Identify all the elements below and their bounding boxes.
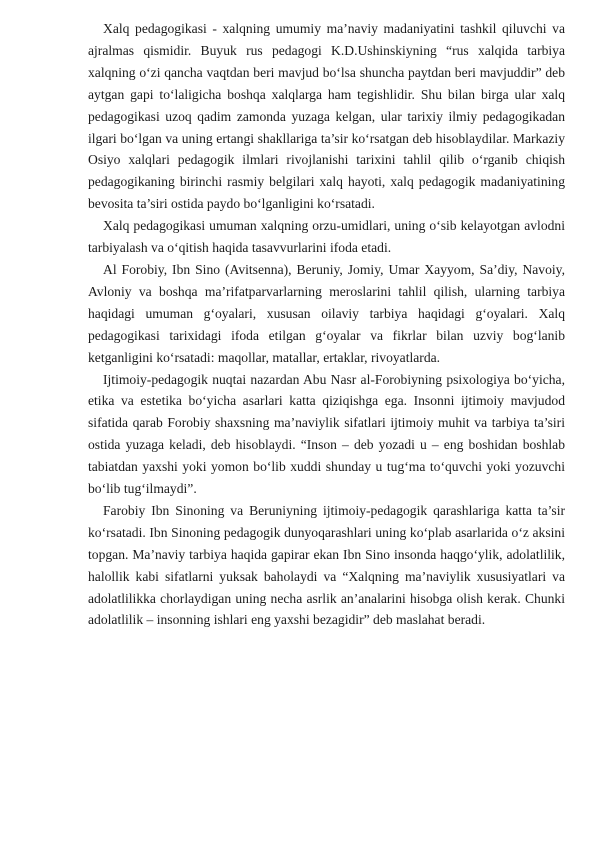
paragraph-3: Al Forobiy, Ibn Sino (Avitsenna), Beruniy, Jomiy, Umar Xayyom, Sa’diy, Navoiy, Avloniy va boshqa ma’rifatparvarlarning meroslarini tahlil qilish, ularning tarbiya haqidagi umuman g‘oyalari, xususan oilaviy tarbiya haqidagi g‘oyalari. Xalq pedagogikasi tarixidagi ifoda etilgan g‘oyalar va fikrlar bilan uzviy bog‘lanib ketganligini ko‘rsatadi: maqollar, matallar, ertaklar, rivoyatlarda.	[88, 261, 565, 365]
paragraph-5: Farobiy Ibn Sinoning va Beruniyning ijtimoiy-pedagogik qarashlariga katta ta’sir ko‘rsatadi. Ibn Sinoning pedagogik dunyoqarashlari uning ko‘plab asarlarida o‘z aksini topgan. Ma’naviy tarbiya haqida gapirar ekan Ibn Sino insonda haqgo‘ylik, adolatlilik, halollik kabi sifatlarni yuksak baholaydi va “Xalqning ma’naviylik xususiyatlari va adolatlilikka chorlaydigan uning necha asrlik an’analarini hisobga olish kerak. Chunki adolatlilik – insonning ishlari eng yaxshi bezagidir” deb maslahat beradi.	[88, 502, 565, 628]
document-body	[88, 18, 565, 631]
paragraph-4: Ijtimoiy-pedagogik nuqtai nazardan Abu Nasr al-Forobiyning psixologiya bo‘yicha, etika va estetika bo‘yicha asarlari katta qiziqishga ega. Insonni ijtimoiy mavjudod sifatida qarab Forobiy shaxsning ma’naviylik sifatlari ijtimoiy muhit va tarbiya ta’siri ostida yuzaga keladi, deb hisoblaydi. “Inson – deb yozadi u – eng boshidan boshlab tabiatdan yaxshi yoki yomon bo‘lib xuddi shunday u tug‘ma to‘quvchi yoki yozuvchi bo‘lib tug‘ilmaydi”.	[88, 371, 565, 497]
paragraph-1: Xalq pedagogikasi - xalqning umumiy ma’naviy madaniyatini tashkil qiluvchi va ajralmas qismidir. Buyuk rus pedagogi K.D.Ushinskiyning “rus xalqida tarbiya xalqning o‘zi qancha vaqtdan beri mavjud bo‘lsa shuncha paytdan beri mavjuddir” deb aytgan gapi to‘laligicha boshqa xalqlarga ham tegishlidir. Shu bilan birga ular xalq pedagogikasi uzoq qadim zamonda yuzaga kelgan, ular tarixiy ilmiy pedagogikadan ilgari bo‘lgan va uning ertangi shakllariga ta’sir ko‘rsatgan deb hisoblaydilar. Markaziy Osiyo xalqlari pedagogik ilmlari rivojlanishi tarixini tahlil qilib o‘rganib chiqish pedagogikaning birinchi rasmiy belgilari xalq hayoti, xalq pedagogik madaniyatining bevosita ta’siri ostida paydo bo‘lganligini ko‘rsatadi.	[88, 21, 565, 212]
paragraph-2: Xalq pedagogikasi umuman xalqning orzu-umidlari, uning o‘sib kelayotgan avlodni tarbiyalash va o‘qitish haqida tasavvurlarini ifoda etadi.	[88, 218, 565, 256]
